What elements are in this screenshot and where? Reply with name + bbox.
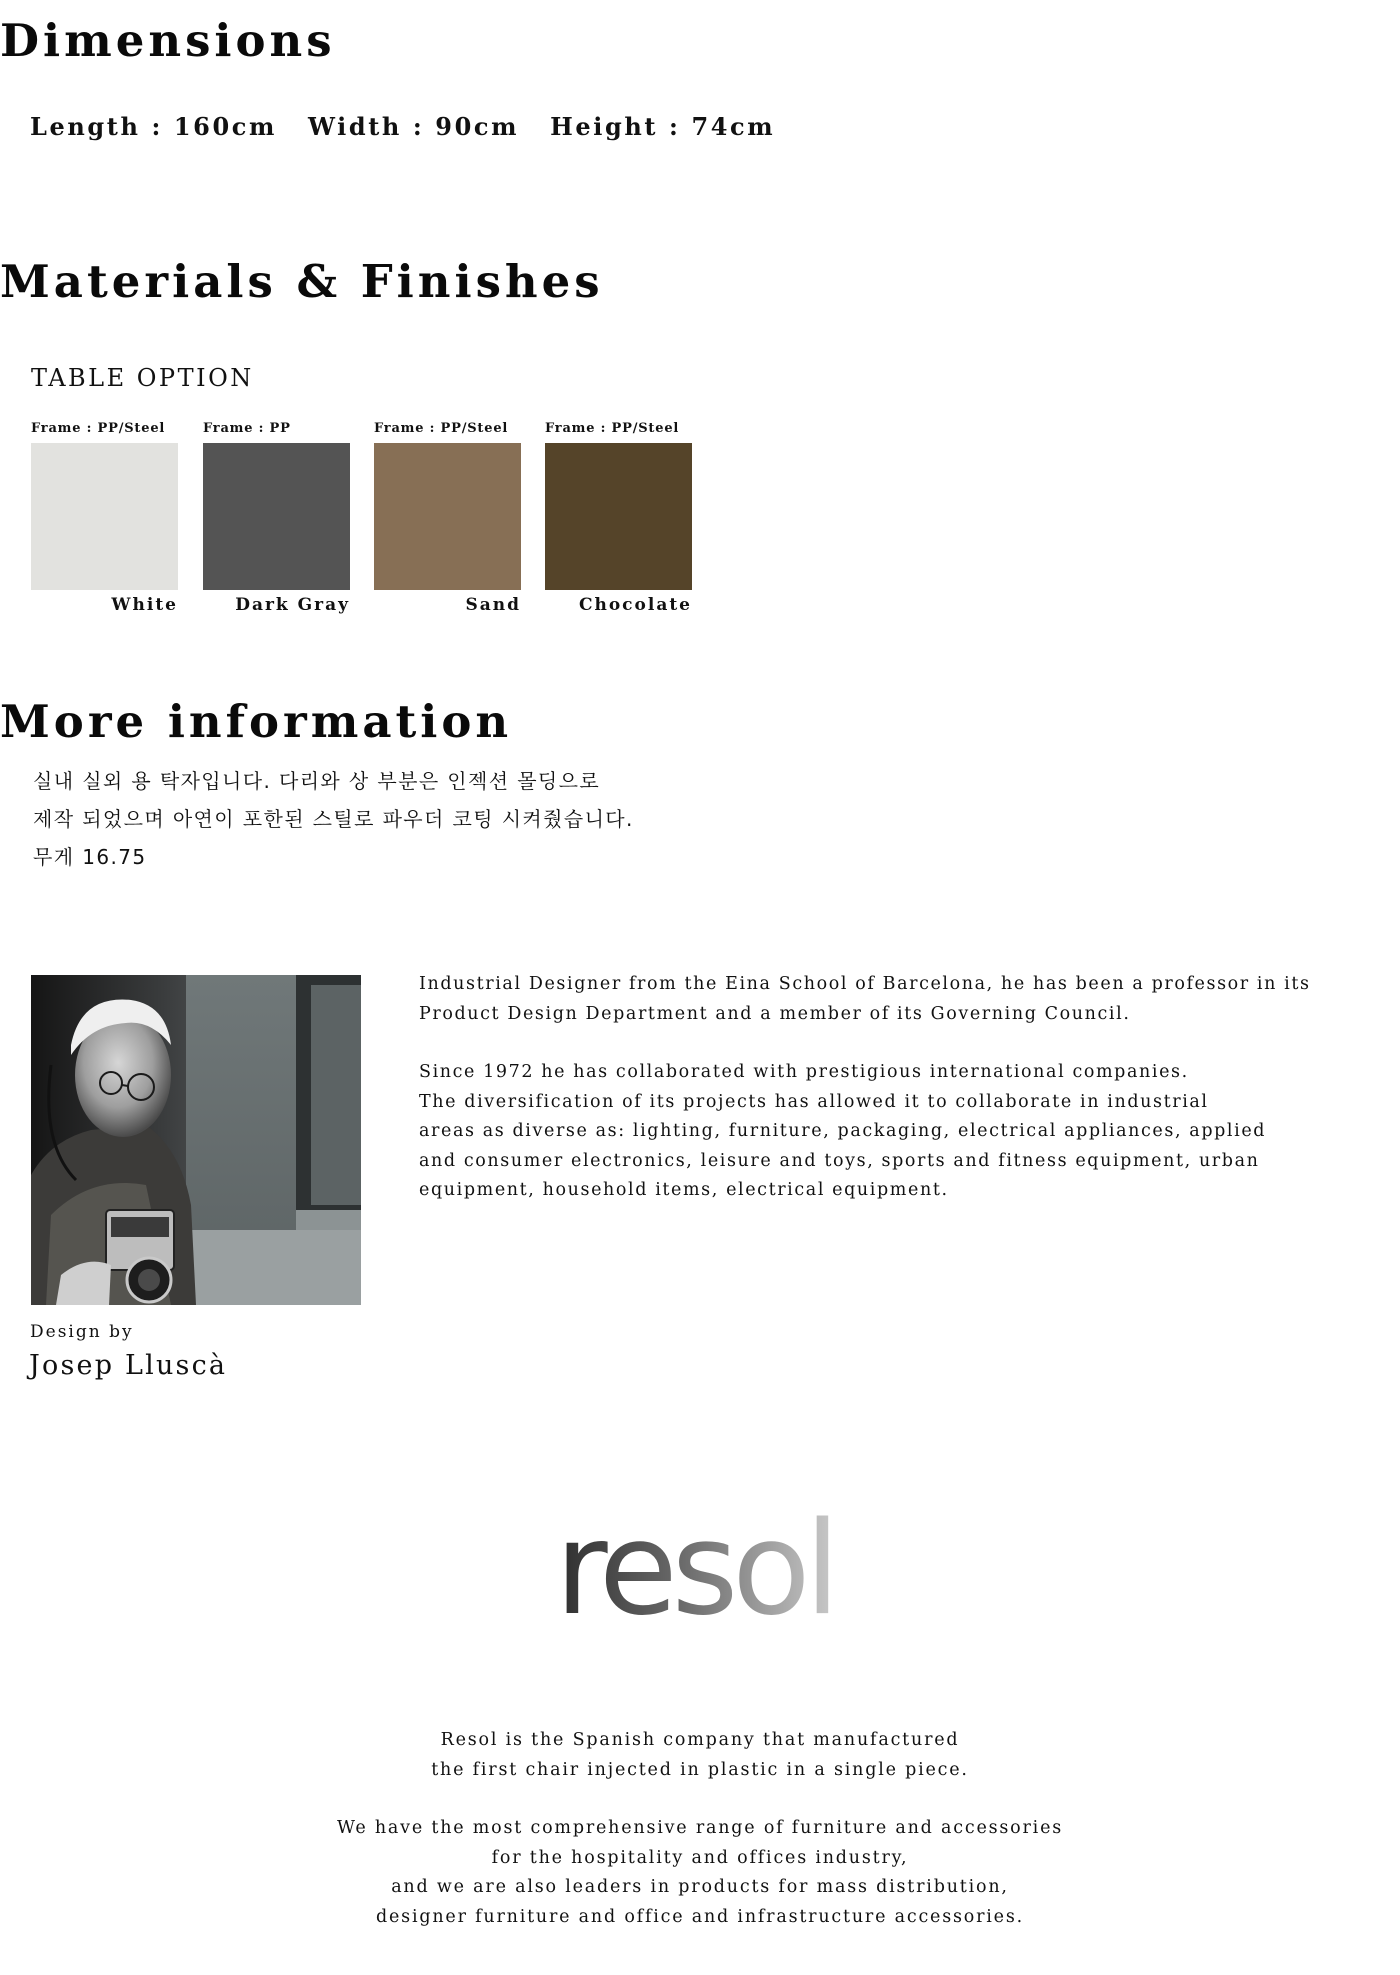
designer-photo xyxy=(31,975,361,1305)
about-company xyxy=(0,1726,1400,1932)
about-line: We have the most comprehensive range of furniture and accessories xyxy=(336,1818,1064,1838)
swatch-white xyxy=(31,421,178,615)
about-line: the first chair injected in plastic in a single piece. xyxy=(431,1759,969,1780)
swatch-color xyxy=(545,443,692,590)
bio-line: Since 1972 he has collaborated with prestigious international companies. xyxy=(419,1062,1189,1082)
resol-logo xyxy=(555,1505,855,1625)
materials-heading: Materials & Finishes xyxy=(0,255,604,308)
swatch-frame-label: Frame : PP/Steel xyxy=(545,421,680,436)
swatch-color xyxy=(374,443,521,590)
designer-photo-image xyxy=(31,975,361,1305)
swatch-sand xyxy=(374,421,521,615)
about-line: for the hospitality and offices industry, xyxy=(491,1847,909,1868)
about-line: Resol is the Spanish company that manufactured xyxy=(440,1730,960,1750)
length-value: Length : 160cm xyxy=(30,112,277,141)
swatch-frame-label: Frame : PP/Steel xyxy=(374,421,509,436)
design-by-label: Design by xyxy=(30,1322,134,1342)
table-option-label: TABLE OPTION xyxy=(31,364,254,392)
bio-line: and consumer electronics, leisure and toys, sports and fitness equipment, urban xyxy=(419,1150,1260,1171)
more-info-text xyxy=(33,762,634,876)
designer-bio xyxy=(419,970,1311,1206)
bio-line: equipment, household items, electrical equipment. xyxy=(419,1180,949,1200)
designer-name: Josep Lluscà xyxy=(29,1350,228,1381)
dimensions-heading: Dimensions xyxy=(0,14,336,67)
info-line: 무게 16.75 xyxy=(33,845,147,869)
more-info-heading: More information xyxy=(0,695,513,748)
width-value: Width : 90cm xyxy=(307,112,520,141)
swatch-color xyxy=(203,443,350,590)
swatch-frame-label: Frame : PP/Steel xyxy=(31,421,166,436)
height-value: Height : 74cm xyxy=(550,112,776,141)
about-line: and we are also leaders in products for mass distribution, xyxy=(391,1877,1009,1897)
about-line: designer furniture and office and infrastructure accessories. xyxy=(376,1906,1024,1927)
swatch-name: Sand xyxy=(465,595,521,615)
swatch-dark-gray xyxy=(203,421,350,615)
bio-line: areas as diverse as: lighting, furniture, packaging, electrical appliances, applied xyxy=(419,1121,1267,1141)
info-line: 제작 되었으며 아연이 포한된 스틸로 파우더 코팅 시켜줬습니다. xyxy=(33,807,634,831)
swatch-chocolate xyxy=(545,421,692,615)
svg-text:resol: resol xyxy=(555,1505,835,1625)
swatch-color xyxy=(31,443,178,590)
bio-line: Industrial Designer from the Eina School of Barcelona, he has been a professor in its xyxy=(419,974,1311,994)
resol-logo-image xyxy=(555,1505,855,1625)
swatch-name: White xyxy=(111,595,178,615)
swatch-name: Chocolate xyxy=(578,595,692,615)
swatch-name: Dark Gray xyxy=(235,595,350,615)
info-line: 실내 실외 용 탁자입니다. 다리와 상 부분은 인젝션 몰딩으로 xyxy=(33,769,601,793)
dimensions-values xyxy=(30,112,795,141)
bio-line: Product Design Department and a member of its Governing Council. xyxy=(419,1003,1131,1024)
swatch-frame-label: Frame : PP xyxy=(203,421,291,436)
bio-line: The diversification of its projects has allowed it to collaborate in industrial xyxy=(419,1091,1209,1112)
